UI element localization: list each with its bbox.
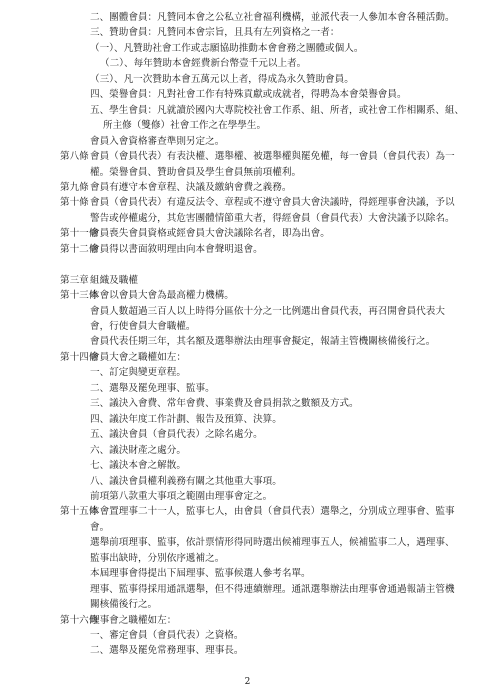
text-line (0, 551, 495, 566)
text-line (0, 304, 495, 319)
line-text: 會員有遵守本會章程、決議及繳納會費之義務。 (90, 181, 292, 193)
article-label: 第十二條 (60, 243, 99, 255)
text-line (0, 226, 495, 241)
line-text: 會員喪失會員資格或經會員大會決議除名者，即為出會。 (90, 228, 330, 240)
line-text: 五、議決會員（會員代表）之除名處分。 (90, 429, 263, 441)
text-line (0, 520, 495, 535)
text-line (0, 396, 495, 411)
line-text: 會員代表任期三年，其名額及選舉辦法由理事會擬定，報請主管機關核備後行之。 (90, 336, 436, 348)
line-text: 會員入會資格審查準則另定之。 (90, 135, 225, 147)
text-line (0, 273, 495, 288)
line-text: 六、議決財產之處分。 (90, 444, 186, 456)
text-line (0, 41, 495, 56)
text-line (0, 10, 495, 25)
page-number: 2 (244, 677, 251, 687)
text-line (0, 566, 495, 581)
article-label: 第十五條 (60, 506, 99, 518)
line-text: 組織及職權 (90, 274, 138, 286)
text-line (0, 334, 495, 349)
line-text: 會員得以書面敘明理由向本會聲明退會。 (90, 243, 263, 255)
line-text: 二、選舉及罷免常務理事、理事長。 (90, 645, 244, 657)
line-text: 一、審定會員（會員代表）之資格。 (90, 630, 244, 641)
line-text: 四、榮譽會員：凡對社會工作有特殊貢獻或成就者，得聘為本會榮譽會員。 (90, 89, 407, 101)
text-line (0, 412, 495, 427)
text-line (0, 149, 495, 164)
text-line (0, 582, 495, 597)
line-text: 一、訂定與變更章程。 (90, 367, 186, 379)
line-text: （三）、凡一次贊助本會五萬元以上者，得成為永久贊助會員。 (90, 73, 354, 85)
text-line (0, 180, 495, 195)
article-label: 第十三條 (60, 290, 99, 302)
text-line (0, 211, 495, 226)
line-text: 會員（會員代表）有違反法令、章程或不遵守會員大會決議時，得經理事會決議，予以 (90, 197, 455, 209)
line-text: 權。榮譽會員、贊助會員及學生會員無前項權利。 (90, 166, 302, 178)
text-line (0, 118, 495, 133)
line-text: 會。 (90, 521, 110, 533)
line-text: 四、議決年度工作計劃、報告及預算、決算。 (90, 413, 282, 425)
article-label: 第八條 (60, 151, 89, 163)
line-text: 會員（會員代表）有表決權、選舉權、被選舉權與罷免權，每一會員（會員代表）為一 (90, 151, 455, 163)
line-text: 本會以會員大會為最高權力機構。 (90, 290, 234, 302)
line-text: 選舉前項理事、監事，依計票情形得同時選出候補理事五人，候補監事二人，遇理事、 (90, 537, 455, 549)
text-line (0, 25, 495, 40)
text-line (0, 381, 495, 396)
line-text: 二、選舉及罷免理事、監事。 (90, 382, 215, 394)
line-text: 警告或停權處分，其危害團體情節重大者，得經會員（會員代表）大會決議予以除名。 (90, 212, 455, 224)
text-line (0, 257, 495, 272)
text-line (0, 288, 495, 303)
text-line (0, 365, 495, 380)
text-line (0, 87, 495, 102)
article-label: 第十條 (60, 197, 89, 209)
line-text: 五、學生會員：凡就讀於國內大專院校社會工作系、組、所者，或社會工作相關系、組、 (90, 104, 465, 116)
text-line (0, 597, 495, 612)
line-text: 二、團體會員：凡贊同本會之公私立社會福利機構，並派代表一人參加本會各種活動。 (90, 12, 455, 23)
line-text: 監事出缺時，分別依序遞補之。 (90, 552, 225, 564)
article-label: 第九條 (60, 181, 89, 193)
line-text: 會員人數超過三百人以上時得分區依十分之一比例選出會員代表，再召開會員代表大 (90, 305, 445, 317)
line-text: 三、議決入會費、常年會費、事業費及會員捐款之數額及方式。 (90, 398, 359, 410)
text-line (0, 242, 495, 257)
article-label: 第十六條 (60, 614, 99, 626)
text-line (0, 613, 495, 628)
text-line (0, 504, 495, 519)
text-line (0, 165, 495, 180)
text-line (0, 103, 495, 118)
text-line (0, 643, 495, 658)
line-text: （二）、每年贊助本會經費新台幣壹千元以上者。 (100, 58, 307, 70)
text-line (0, 134, 495, 149)
text-line (0, 195, 495, 210)
line-text: 三、贊助會員：凡贊同本會宗旨，且具有左列資格之一者： (90, 27, 340, 39)
article-label: 第十一條 (60, 228, 99, 240)
line-text: （一）、凡贊助社會工作或志願協助推動本會會務之團體或個人。 (90, 42, 364, 54)
text-line (0, 72, 495, 87)
line-text: 八、議決會員權利義務有關之其他重大事項。 (90, 475, 282, 487)
line-text: 七、議決本會之解散。 (90, 460, 186, 472)
text-line (0, 474, 495, 489)
line-text: 關核備後行之。 (90, 599, 158, 611)
article-label: 第三章 (60, 274, 89, 286)
text-line (0, 535, 495, 550)
line-text: 會，行使會員大會職權。 (90, 321, 196, 332)
line-text: 本會置理事二十一人，監事七人，由會員（會員代表）選舉之，分別成立理事會、監事 (90, 506, 455, 518)
line-text: 前項第八款重大事項之範圍由理事會定之。 (90, 490, 273, 502)
text-line (0, 443, 495, 458)
article-label: 第十四條 (60, 351, 99, 363)
line-text: 本屆理事會得提出下屆理事、監事候選人參考名單。 (90, 568, 311, 580)
text-line (0, 319, 495, 334)
text-line (0, 56, 495, 71)
line-text: 理事、監事得採用通訊選舉，但不得連續辦理。通訊選舉辦法由理事會通過報請主管機 (90, 583, 455, 595)
line-text: 理事會之職權如左： (90, 614, 177, 626)
text-line (0, 489, 495, 504)
text-line (0, 458, 495, 473)
text-line (0, 628, 495, 643)
text-line (0, 427, 495, 442)
line-text: 會員大會之職權如左： (90, 351, 186, 363)
text-line (0, 350, 495, 365)
line-text: 所主修（雙修）社會工作之在學學生。 (103, 120, 267, 132)
